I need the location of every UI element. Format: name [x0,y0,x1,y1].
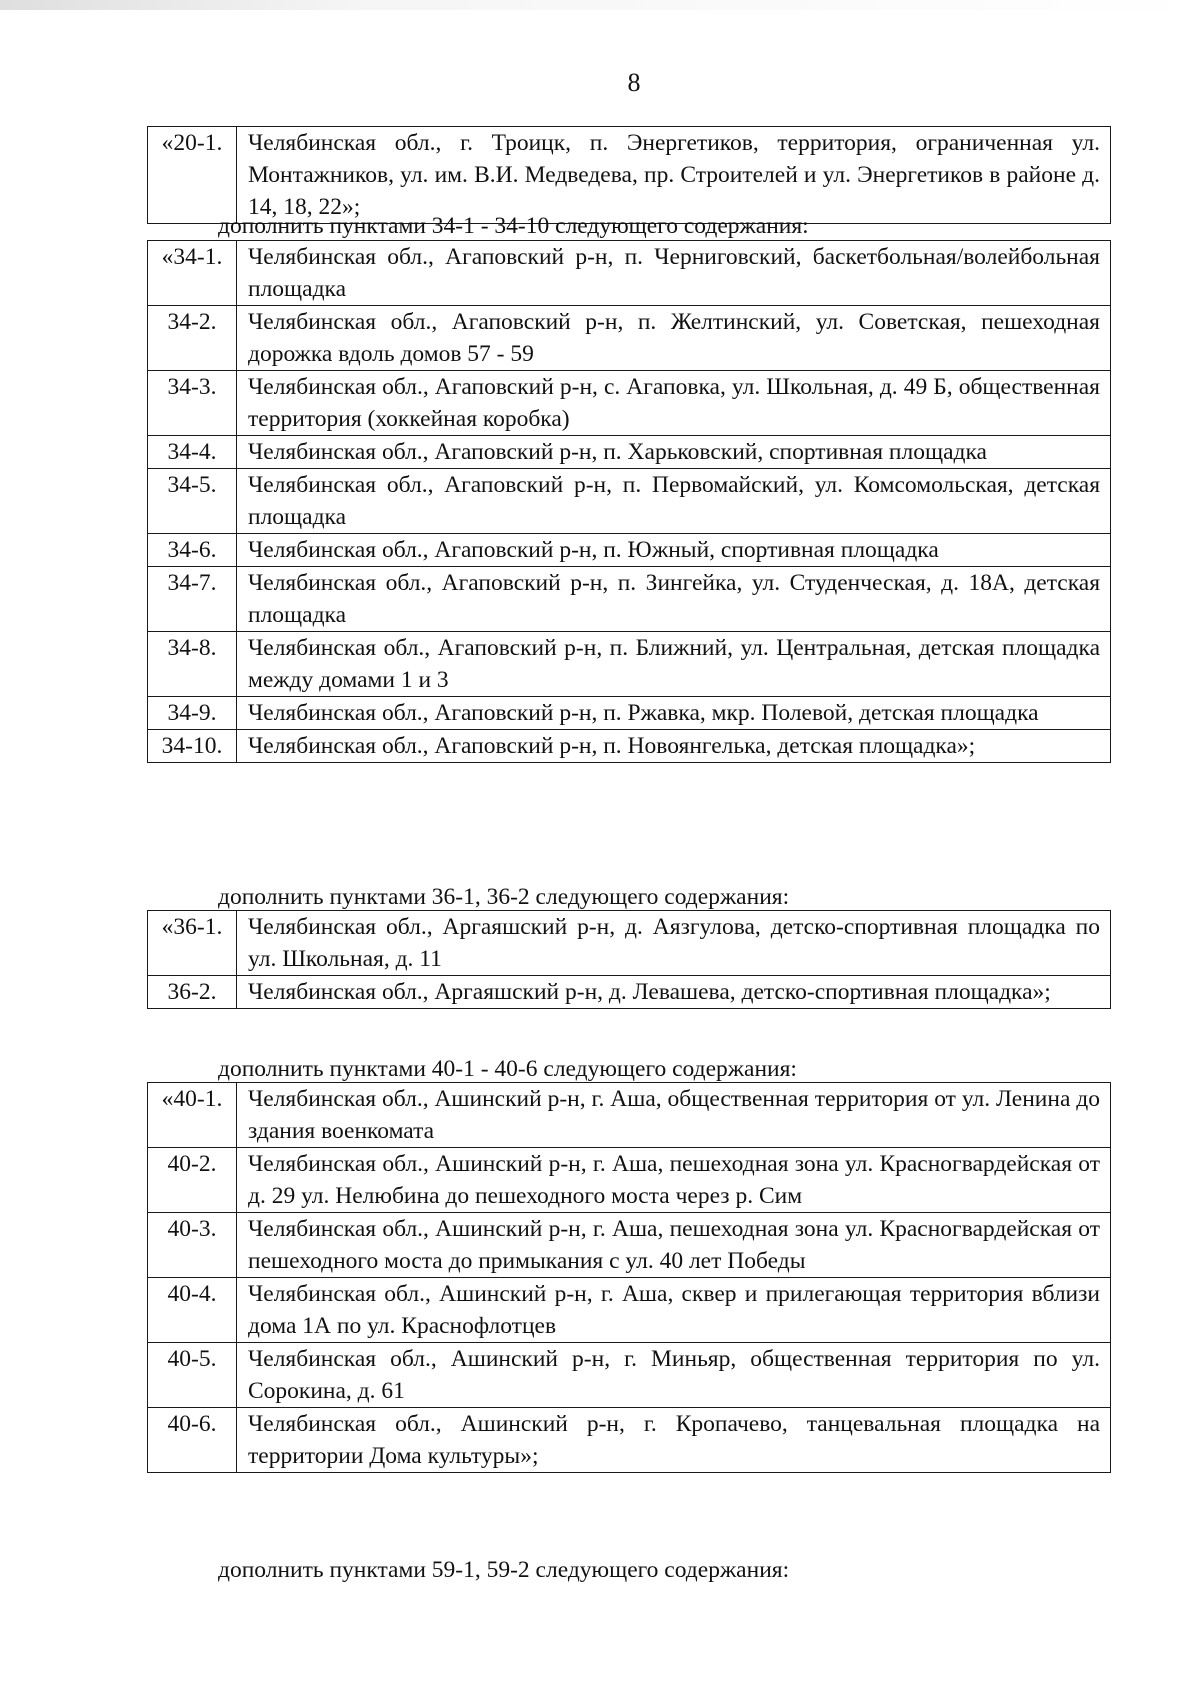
item-text: Челябинская обл., Агаповский р-н, п. Черниговский, баскетбольная/волейбольная площадка [237,241,1111,306]
table-row [148,567,1111,632]
item-number: 40-2. [148,1148,237,1213]
item-number: «20-1. [148,127,237,224]
table-row [148,1083,1111,1148]
item-number: 34-10. [148,730,237,763]
page-number: 8 [627,68,641,97]
table-row [148,911,1111,976]
table-row [148,436,1111,469]
table-row [148,697,1111,730]
table-row [148,469,1111,534]
item-text: Челябинская обл., Агаповский р-н, п. Зингейка, ул. Студенческая, д. 18А, детская площадка [237,567,1111,632]
scan-edge-artifact [0,0,1200,10]
item-text: Челябинская обл., Агаповский р-н, п. Харьковский, спортивная площадка [237,436,1111,469]
item-text: Челябинская обл., Ашинский р-н, г. Аша, сквер и прилегающая территория вблизи дома 1А по ул. Краснофлотцев [237,1278,1111,1343]
amendment-note: дополнить пунктами 34-1 - 34-10 следующего содержания: [218,213,809,239]
amendment-note: дополнить пунктами 40-1 - 40-6 следующего содержания: [218,1056,797,1082]
item-text: Челябинская обл., Агаповский р-н, п. Ржавка, мкр. Полевой, детская площадка [237,697,1111,730]
item-number: 40-4. [148,1278,237,1343]
table-row [148,1343,1111,1408]
item-number: 40-3. [148,1213,237,1278]
amendment-note: дополнить пунктами 59-1, 59-2 следующего содержания: [218,1557,790,1583]
item-number: 34-7. [148,567,237,632]
item-text: Челябинская обл., Ашинский р-н, г. Кропачево, танцевальная площадка на территории Дома культуры»; [237,1408,1111,1473]
item-text: Челябинская обл., Агаповский р-н, п. Желтинский, ул. Советская, пешеходная дорожка вдоль домов 57 - 59 [237,306,1111,371]
amendment-table-40 [147,1082,1111,1473]
item-number: 34-6. [148,534,237,567]
table-row [148,976,1111,1009]
item-number: «40-1. [148,1083,237,1148]
item-number: 40-5. [148,1343,237,1408]
table-row [148,241,1111,306]
item-number: 34-8. [148,632,237,697]
table-row [148,1148,1111,1213]
amendment-note: дополнить пунктами 36-1, 36-2 следующего содержания: [218,884,790,910]
item-text: Челябинская обл., Аргаяшский р-н, д. Левашева, детско-спортивная площадка»; [237,976,1111,1009]
item-text: Челябинская обл., Ашинский р-н, г. Аша, пешеходная зона ул. Красногвардейская от д. 29 ул. Нелюбина до пешеходного моста через р. Сим [237,1148,1111,1213]
table-row [148,534,1111,567]
item-number: 34-4. [148,436,237,469]
item-number: 34-3. [148,371,237,436]
table-row [148,1213,1111,1278]
item-text: Челябинская обл., Ашинский р-н, г. Аша, пешеходная зона ул. Красногвардейская от пешеходного моста до примыкания с ул. 40 лет Победы [237,1213,1111,1278]
table-row [148,371,1111,436]
amendment-table-36 [147,910,1111,1009]
table-row [148,1278,1111,1343]
item-text: Челябинская обл., Агаповский р-н, п. Новоянгелька, детская площадка»; [237,730,1111,763]
item-text: Челябинская обл., Ашинский р-н, г. Миньяр, общественная территория по ул. Сорокина, д. 61 [237,1343,1111,1408]
table-row [148,1408,1111,1473]
item-text: Челябинская обл., Ашинский р-н, г. Аша, общественная территория от ул. Ленина до здания военкомата [237,1083,1111,1148]
table-row [148,632,1111,697]
item-text: Челябинская обл., Агаповский р-н, п. Первомайский, ул. Комсомольская, детская площадка [237,469,1111,534]
item-text: Челябинская обл., г. Троицк, п. Энергетиков, территория, ограниченная ул. Монтажников, ул. им. В.И. Медведева, пр. Строителей и ул. Энергетиков в районе д. 14, 18, 22»; [237,127,1111,224]
item-number: 34-9. [148,697,237,730]
amendment-table-20 [147,126,1111,224]
item-number: 36-2. [148,976,237,1009]
amendment-table-34 [147,240,1111,763]
table-row [148,127,1111,224]
table-row [148,730,1111,763]
item-text: Челябинская обл., Агаповский р-н, п. Южный, спортивная площадка [237,534,1111,567]
item-number: 34-2. [148,306,237,371]
item-number: «36-1. [148,911,237,976]
item-number: 40-6. [148,1408,237,1473]
item-text: Челябинская обл., Аргаяшский р-н, д. Аязгулова, детско-спортивная площадка по ул. Школьная, д. 11 [237,911,1111,976]
item-number: 34-5. [148,469,237,534]
item-number: «34-1. [148,241,237,306]
item-text: Челябинская обл., Агаповский р-н, с. Агаповка, ул. Школьная, д. 49 Б, общественная территория (хоккейная коробка) [237,371,1111,436]
item-text: Челябинская обл., Агаповский р-н, п. Ближний, ул. Центральная, детская площадка между домами 1 и 3 [237,632,1111,697]
table-row [148,306,1111,371]
